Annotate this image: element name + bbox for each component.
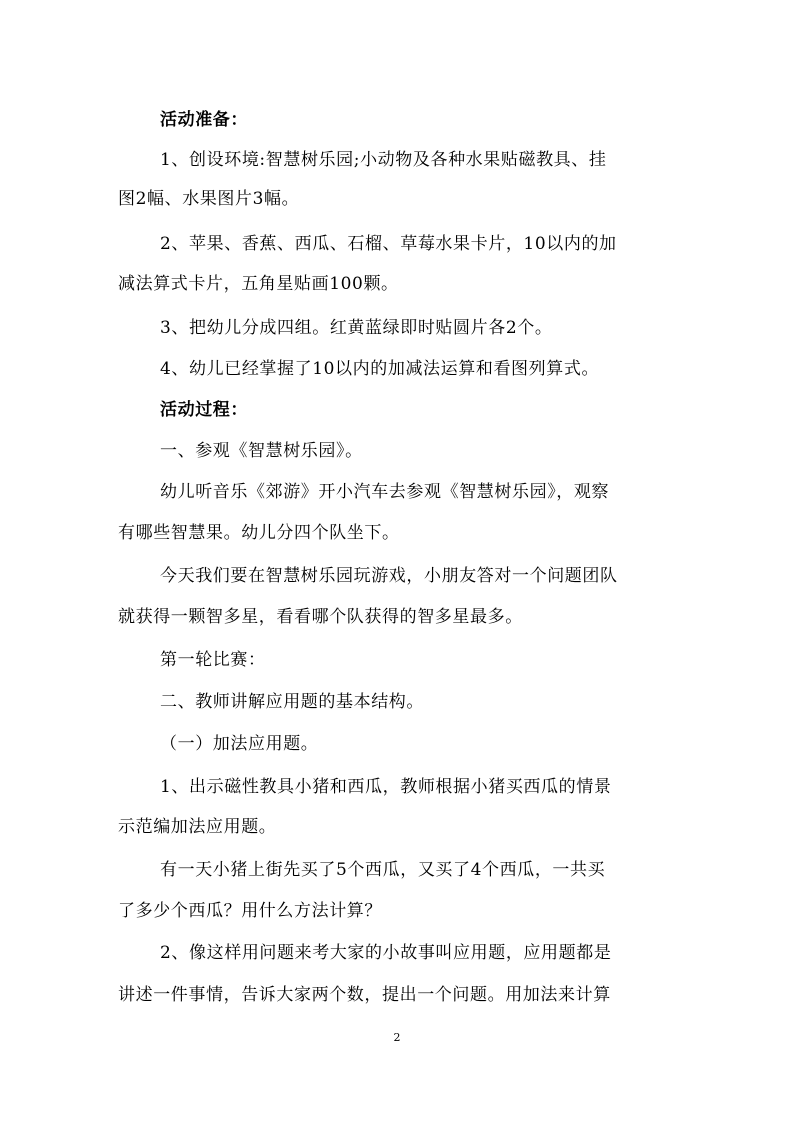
paragraph-line: 1、创设环境:智慧树乐园;小动物及各种水果贴磁教具、挂 xyxy=(160,150,607,170)
paragraph-line: 减法算式卡片，五角星贴画100颗。 xyxy=(118,274,399,294)
paragraph-line: 2、苹果、香蕉、西瓜、石榴、草莓水果卡片，10以内的加 xyxy=(160,234,617,254)
paragraph-line: 2、像这样用问题来考大家的小故事叫应用题，应用题都是 xyxy=(160,943,612,963)
paragraph-line: 了多少个西瓜？用什么方法计算？ xyxy=(118,901,382,921)
heading-activity-preparation: 活动准备： xyxy=(160,110,248,130)
paragraph-line: 示范编加法应用题。 xyxy=(118,817,277,837)
page-number: 2 xyxy=(393,1031,401,1044)
paragraph-line: 4、幼儿已经掌握了10以内的加减法运算和看图列算式。 xyxy=(160,359,600,379)
paragraph-line: 幼儿听音乐《郊游》开小汽车去参观《智慧树乐园》，观察 xyxy=(160,482,610,502)
paragraph-line: 有哪些智慧果。幼儿分四个队坐下。 xyxy=(118,523,400,543)
paragraph-line: 1、出示磁性教具小猪和西瓜，教师根据小猪买西瓜的情景 xyxy=(160,777,612,797)
paragraph-line: 今天我们要在智慧树乐园玩游戏，小朋友答对一个问题团队 xyxy=(160,566,618,586)
paragraph-line: 第一轮比赛： xyxy=(160,650,266,670)
paragraph-line: 3、把幼儿分成四组。红黄蓝绿即时贴圆片各2个。 xyxy=(160,318,553,338)
paragraph-line: 有一天小猪上街先买了5个西瓜，又买了4个西瓜，一共买 xyxy=(160,860,606,880)
paragraph-line: 讲述一件事情，告诉大家两个数，提出一个问题。用加法来计算 xyxy=(118,985,611,1005)
paragraph-line: 就获得一颗智多星，看看哪个队获得的智多星最多。 xyxy=(118,607,523,627)
subsection-heading: （一）加法应用题。 xyxy=(160,734,319,754)
section-heading: 一、参观《智慧树乐园》。 xyxy=(160,441,363,461)
section-heading: 二、教师讲解应用题的基本结构。 xyxy=(160,692,424,712)
heading-activity-process: 活动过程： xyxy=(160,400,248,420)
paragraph-line: 图2幅、水果图片3幅。 xyxy=(118,189,300,209)
